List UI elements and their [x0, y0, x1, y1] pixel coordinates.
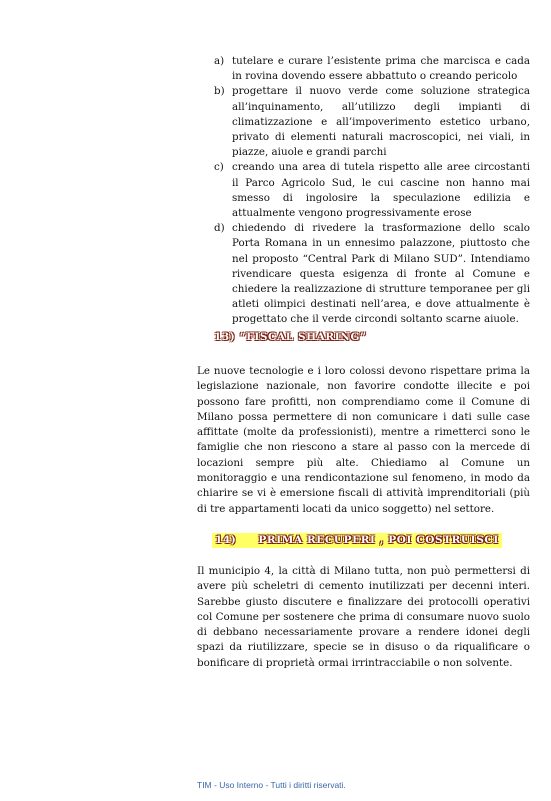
section-14-body: Il municipio 4, la città di Milano tutta, non può permettersi di avere più scheletri di cemento inutilizzati per decenni interi. Sarebbe giusto discutere e finalizzare dei protocolli operativi col Comune per sostenere che prima di consumare nuovo suolo di debbano necessariamente provare a rendere idonei degli spazi da riutilizzare, specie se in disuso o da riqualificare o bonificare di proprietà ormai irrintracciabile o non solvente. — [197, 565, 530, 669]
list-item-text: chiedendo di rivedere la trasformazione dello scalo Porta Romana in un ennesimo palazzone, piuttosto che nel proposto “Central Park di Milano SUD”. Intendiamo rivendicare questa esigenza di fronte al Comune e chiedere la realizzazione di strutture temporanee per gli atleti olimpici destinati nell’area, e dove attualmente è progettato che il verde circondi soltanto scarne aiuole. — [232, 222, 530, 326]
list-item — [214, 54, 530, 84]
footer-classification: TIM - Uso Interno - Tutti i diritti riservati. — [197, 780, 346, 790]
section-14-title: PRIMA RECUPERI , POI COSTRUISCI — [258, 534, 499, 546]
list-item-text: progettare il nuovo verde come soluzione strategica all’inquinamento, all’utilizzo degli impianti di climatizzazione e all’impoverimento estetico urbano, privato di elementi naturali macroscopici, nei viali, in piazze, aiuole e grandi parchi — [232, 85, 530, 159]
section-13-body: Le nuove tecnologie e i loro colossi devono rispettare prima la legislazione nazionale, non favorire condotte illecite e poi possono fare profitti, non comprendiamo come il Comune di Milano possa permettere di non comunicare i dati sulle case affittate (molte da professionisti), mentre a rimetterci sono le famiglie che non riescono a stare al passo con la mercede di locazioni sempre più alte. Chiediamo al Comune un monitoraggio e una rendicontazione sul fenomeno, in modo da chiarire se vi è emersione fiscali di attività imprenditoriali (più di tre appartamenti locati da unico soggetto) nel settore. — [197, 365, 530, 515]
list-marker: a) — [214, 55, 225, 67]
section-14-heading — [212, 533, 502, 548]
list-marker: d) — [214, 222, 225, 235]
lettered-list — [214, 54, 530, 328]
section-14-number: 14) — [215, 534, 237, 546]
section-13-heading — [211, 330, 370, 345]
list-item — [214, 221, 530, 327]
list-item-text: creando una area di tutela rispetto alle aree circostanti il Parco Agricolo Sud, le cui cascine non hanno mai smesso di ingolosire la speculazione edilizia e attualmente vengono progressivamente erose — [232, 161, 530, 220]
list-item-text: tutelare e curare l’esistente prima che marcisca e cada in rovina dovendo essere abbattuto o creando pericolo — [232, 55, 530, 83]
list-marker: c) — [214, 161, 224, 174]
list-item — [214, 84, 530, 160]
list-item — [214, 160, 530, 221]
list-marker: b) — [214, 85, 225, 98]
section-13-title: 13) “FISCAL SHARING” — [214, 331, 367, 343]
